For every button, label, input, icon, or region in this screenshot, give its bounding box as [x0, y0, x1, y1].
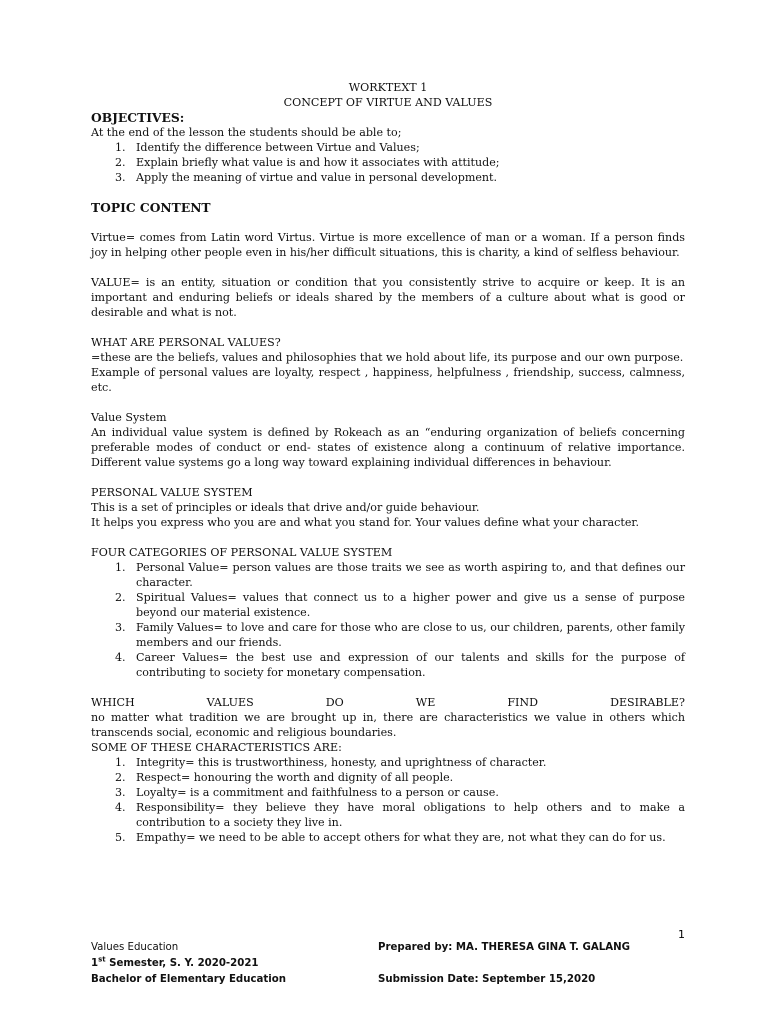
- personal-value-system-line2: It helps you express who you are and what you stand for. Your values define what your character.: [91, 516, 640, 529]
- worktext-subtitle: CONCEPT OF VIRTUE AND VALUES: [283, 96, 493, 109]
- desirable-values-heading: WHICH VALUES DO WE FIND DESIRABLE?: [91, 696, 685, 709]
- objectives-list: [91, 140, 685, 185]
- list-item: 4. Career Values= the best use and expression of our talents and skills for the purpose of contributing to society for monetary compensation.: [115, 651, 685, 679]
- footer-semester: 1st Semester, S. Y. 2020-2021: [91, 955, 259, 969]
- value-system-heading: Value System: [91, 411, 167, 424]
- footer-course: Values Education: [91, 942, 179, 953]
- footer-prepared-by: Prepared by: MA. THERESA GINA T. GALANG: [378, 942, 630, 953]
- list-item: 1. Identify the difference between Virtue and Values;: [115, 141, 420, 154]
- list-item: 2. Spiritual Values= values that connect us to a higher power and give us a sense of purpose beyond our material existence.: [115, 591, 685, 619]
- topic-content-heading: TOPIC CONTENT: [91, 200, 211, 215]
- list-item: 2. Explain briefly what value is and how it associates with attitude;: [115, 156, 500, 169]
- list-item: 1. Personal Value= person values are those traits we see as worth aspiring to, and that defines our character.: [115, 561, 685, 589]
- worktext-title: WORKTEXT 1: [348, 81, 428, 94]
- desirable-values-paragraph: no matter what tradition we are brought up in, there are characteristics we value in others which transcends social, economic and religious boundaries.: [91, 711, 685, 739]
- footer-submission-date: Submission Date: September 15,2020: [378, 974, 596, 985]
- personal-value-system-line1: This is a set of principles or ideals that drive and/or guide behaviour.: [91, 501, 480, 514]
- personal-values-example: Example of personal values are loyalty, respect , happiness, helpfulness , friendship, success, calmness, etc.: [91, 366, 685, 394]
- list-item: 3. Family Values= to love and care for those who are close to us, our children, parents, other family members and our friends.: [115, 621, 685, 649]
- list-item: 4. Responsibility= they believe they have moral obligations to help others and to make a contribution to a society they live in.: [115, 801, 685, 829]
- list-item: 5. Empathy= we need to be able to accept others for what they are, not what they can do for us.: [115, 831, 666, 844]
- footer-program: Bachelor of Elementary Education: [91, 974, 287, 985]
- objectives-heading: OBJECTIVES:: [91, 110, 185, 125]
- list-item: 2. Respect= honouring the worth and dignity of all people.: [115, 771, 454, 784]
- personal-value-system-heading: PERSONAL VALUE SYSTEM: [91, 486, 253, 499]
- characteristics-list: [91, 755, 685, 845]
- objectives-intro: At the end of the lesson the students should be able to;: [91, 126, 402, 139]
- personal-values-heading: WHAT ARE PERSONAL VALUES?: [91, 336, 281, 349]
- footer: [91, 940, 685, 988]
- list-item: 3. Loyalty= is a commitment and faithfulness to a person or cause.: [115, 786, 499, 799]
- virtue-paragraph: Virtue= comes from Latin word Virtus. Virtue is more excellence of man or a woman. If a person finds joy in helping other people even in his/her difficult situations, this is charity, a kind of selfless behaviour.: [91, 231, 685, 259]
- value-system-paragraph: An individual value system is defined by Rokeach as an “enduring organization of beliefs concerning preferable modes of conduct or end- states of existence along a continuum of relative importance. Different value systems go a long way toward explaining individual differences in behaviour.: [91, 426, 685, 469]
- list-item: 1. Integrity= this is trustworthiness, honesty, and uprightness of character.: [115, 756, 547, 769]
- page-number: 1: [678, 928, 685, 941]
- four-categories-heading: FOUR CATEGORIES OF PERSONAL VALUE SYSTEM: [91, 546, 393, 559]
- personal-values-definition: =these are the beliefs, values and philosophies that we hold about life, its purpose and our own purpose.: [91, 351, 684, 364]
- characteristics-heading: SOME OF THESE CHARACTERISTICS ARE:: [91, 741, 342, 754]
- value-paragraph: VALUE= is an entity, situation or condition that you consistently strive to acquire or keep. It is an important and enduring beliefs or ideals shared by the members of a culture about what is good or desirable and what is not.: [91, 276, 685, 319]
- list-item: 3. Apply the meaning of virtue and value in personal development.: [115, 171, 498, 184]
- four-categories-list: [91, 560, 685, 680]
- document-body: [91, 80, 685, 845]
